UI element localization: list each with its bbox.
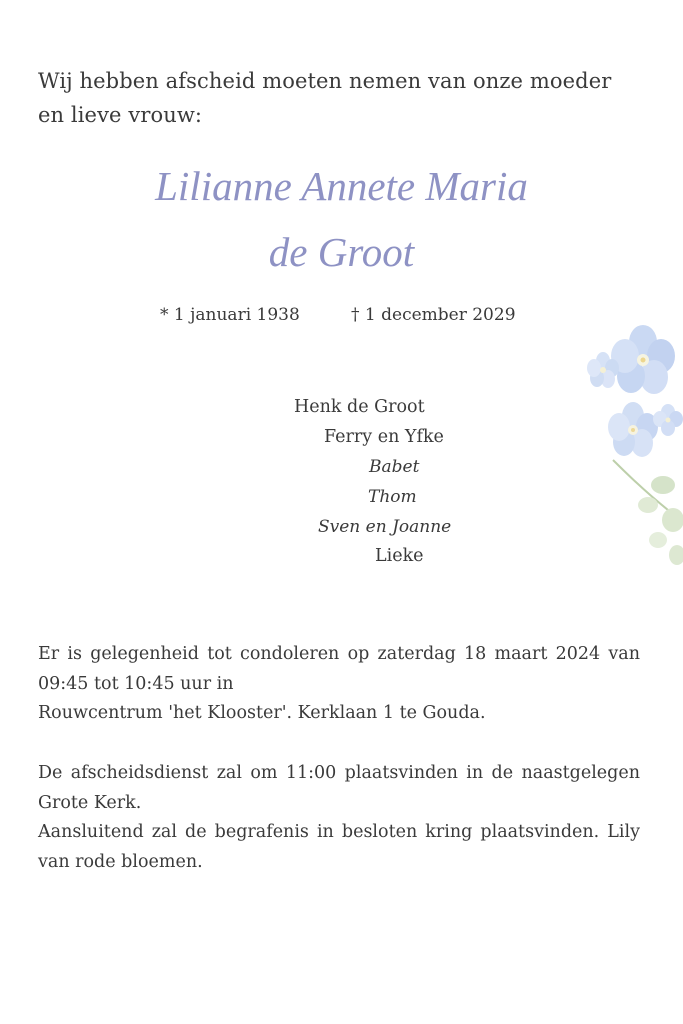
condolence-text <box>38 640 640 729</box>
forget-me-not-flowers-icon <box>573 300 683 580</box>
service-text <box>38 759 640 877</box>
condolence-line-2: Rouwcentrum 'het Klooster'. Kerklaan 1 te Gouda. <box>38 703 486 723</box>
deceased-surname: de Groot <box>268 229 415 275</box>
birth-date: * 1 januari 1938 <box>160 305 300 325</box>
intro-text: Wij hebben afscheid moeten nemen van onze moeder en lieve vrouw: <box>38 69 612 127</box>
family-member: Ferry en Yfke <box>324 427 444 447</box>
family-member: Lieke <box>375 546 424 566</box>
condolence-line-1: Er is gelegenheid tot condoleren op zaterdag 18 maart 2024 van 09:45 tot 10:45 uur in <box>38 644 640 694</box>
family-member: Babet <box>369 457 420 477</box>
family-member: Sven en Joanne <box>318 517 452 537</box>
death-date: † 1 december 2029 <box>351 305 516 325</box>
family-member: Thom <box>368 487 417 507</box>
service-line-2: Aansluitend zal de begrafenis in besloten kring plaatsvinden. Lily van rode bloemen. <box>38 822 640 872</box>
family-member: Henk de Groot <box>294 397 425 417</box>
deceased-first-names: Lilianne Annete Maria <box>155 163 528 209</box>
service-line-1: De afscheidsdienst zal om 11:00 plaatsvinden in de naastgelegen Grote Kerk. <box>38 763 640 813</box>
